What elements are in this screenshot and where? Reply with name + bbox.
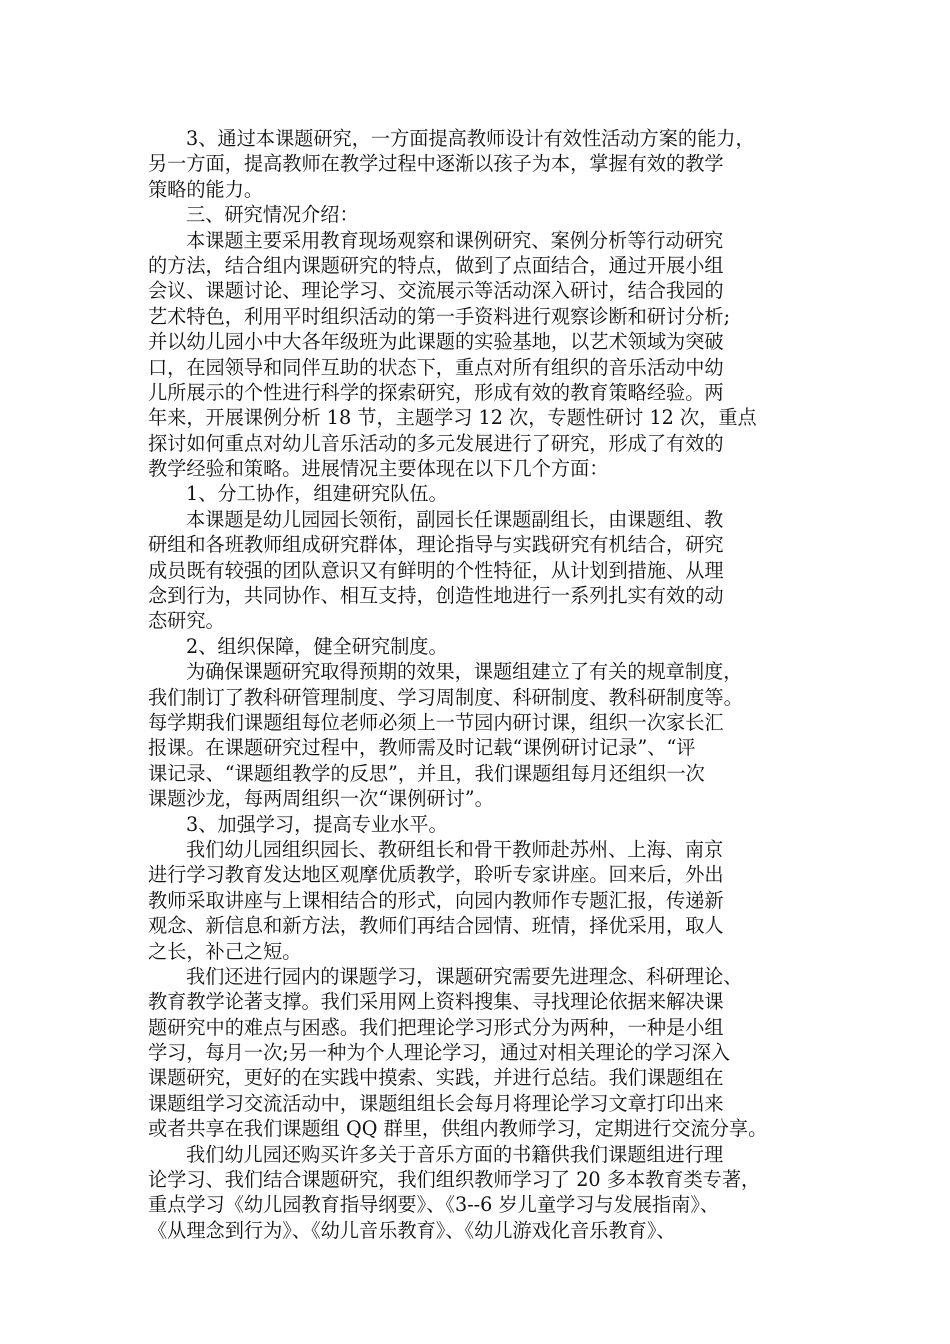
text-line: 探讨如何重点对幼儿音乐活动的多元发展进行了研究，形成了有效的 <box>148 431 724 455</box>
text-line: 学习，每月一次;另一种为个人理论学习，通过对相关理论的学习深入 <box>148 1041 731 1065</box>
text-line: 我们幼儿园组织园长、教研组长和骨干教师赴苏州、上海、南京 <box>186 837 724 861</box>
text-line: 论学习、我们结合课题研究，我们组织教师学习了 20 多本教育类专著， <box>148 1168 761 1192</box>
text-line: 会议、课题讨论、理论学习、交流展示等活动深入研讨，结合我园的 <box>148 279 724 303</box>
text-line: 的方法，结合组内课题研究的特点，做到了点面结合，通过开展小组 <box>148 253 724 277</box>
text-line: 口，在园领导和同伴互助的状态下，重点对所有组织的音乐活动中幼 <box>148 355 724 379</box>
text-line: 并以幼儿园小中大各年级班为此课题的实验基地，以艺术领域为突破 <box>148 330 724 354</box>
text-line: 2、组织保障，健全研究制度。 <box>186 634 448 658</box>
text-line: 教师采取讲座与上课相结合的形式，向园内教师作专题汇报，传递新 <box>148 888 724 912</box>
text-line: 儿所展示的个性进行科学的探索研究，形成有效的教育策略经验。两 <box>148 380 724 404</box>
text-line: 3、加强学习，提高专业水平。 <box>186 812 448 836</box>
text-line: 研组和各班教师组成研究群体，理论指导与实践研究有机结合，研究 <box>148 533 724 557</box>
text-line: 我们制订了教科研管理制度、学习周制度、科研制度、教科研制度等。 <box>148 685 743 709</box>
text-line: 观念、新信息和新方法，教师们再结合园情、班情，择优采用，取人 <box>148 914 724 938</box>
text-line: 重点学习《幼儿园教育指导纲要》、《3--6 岁儿童学习与发展指南》、 <box>148 1193 720 1217</box>
text-line: 念到行为，共同协作、相互支持，创造性地进行一系列扎实有效的动 <box>148 584 724 608</box>
text-line: 每学期我们课题组每位老师必须上一节园内研讨课，组织一次家长汇 <box>148 710 724 734</box>
document-page <box>148 126 828 1243</box>
text-line: 课记录、“课题组教学的反思”，并且，我们课题组每月还组织一次 <box>148 761 705 785</box>
text-line: 另一方面，提高教师在教学过程中逐渐以孩子为本，掌握有效的教学 <box>148 152 724 176</box>
text-line: 之长，补己之短。 <box>148 939 302 963</box>
text-line: 《从理念到行为》、《幼儿音乐教育》、《幼儿游戏化音乐教育》、 <box>148 1218 676 1242</box>
text-line: 教育教学论著支撑。我们采用网上资料搜集、寻找理论依据来解决课 <box>148 990 724 1014</box>
text-line: 报课。在课题研究过程中，教师需及时记载“课例研讨记录”、“评 <box>148 736 696 760</box>
text-line: 3、通过本课题研究，一方面提高教师设计有效性活动方案的能力， <box>186 127 755 150</box>
text-line: 本课题主要采用教育现场观察和课例研究、案例分析等行动研究 <box>186 228 724 252</box>
text-line: 三、研究情况介绍： <box>186 203 359 227</box>
text-line: 或者共享在我们课题组 QQ 群里，供组内教师学习，定期进行交流分享。 <box>148 1117 768 1141</box>
text-line: 年来，开展课例分析 18 节，主题学习 12 次，专题性研讨 12 次，重点 <box>148 406 757 430</box>
text-line: 课题研究，更好的在实践中摸索、实践，并进行总结。我们课题组在 <box>148 1066 724 1090</box>
text-line: 我们幼儿园还购买许多关于音乐方面的书籍供我们课题组进行理 <box>186 1142 724 1166</box>
text-line: 进行学习教育发达地区观摩优质教学，聆听专家讲座。回来后，外出 <box>148 863 724 887</box>
text-line: 1、分工协作，组建研究队伍。 <box>186 482 448 506</box>
text-line: 成员既有较强的团队意识又有鲜明的个性特征，从计划到措施、从理 <box>148 558 724 582</box>
text-line: 为确保课题研究取得预期的效果，课题组建立了有关的规章制度， <box>186 660 743 684</box>
text-line: 课题组学习交流活动中，课题组组长会每月将理论学习文章打印出来 <box>148 1091 724 1115</box>
text-line: 本课题是幼儿园园长领衔，副园长任课题副组长，由课题组、教 <box>186 507 724 531</box>
text-line: 题研究中的难点与困惑。我们把理论学习形式分为两种，一种是小组 <box>148 1015 724 1039</box>
text-line: 课题沙龙，每两周组织一次“课例研讨”。 <box>148 787 494 811</box>
text-line: 艺术特色，利用平时组织活动的第一手资料进行观察诊断和研讨分析; <box>148 304 731 328</box>
text-line: 教学经验和策略。进展情况主要体现在以下几个方面： <box>148 457 609 481</box>
text-line: 态研究。 <box>148 609 225 633</box>
text-line: 我们还进行园内的课题学习，课题研究需要先进理念、科研理论、 <box>186 964 743 988</box>
text-line: 策略的能力。 <box>148 177 264 201</box>
